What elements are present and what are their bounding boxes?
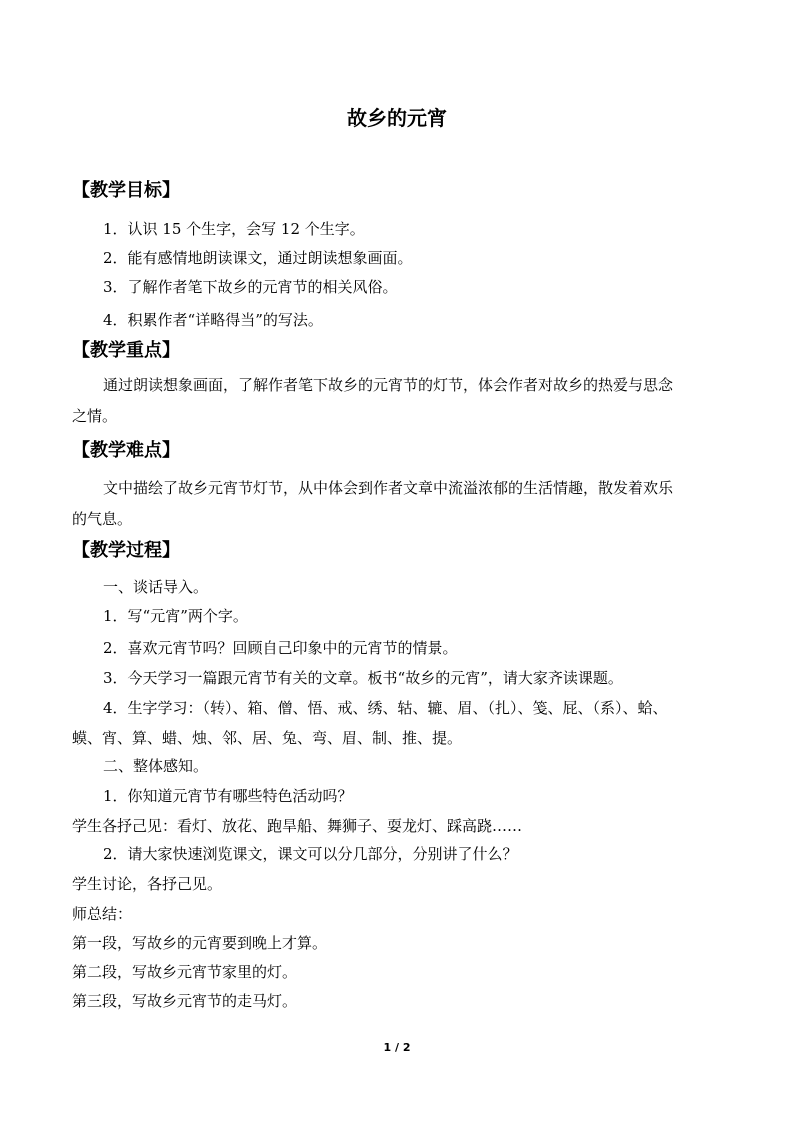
goal-item-2: 2．能有感情地朗读课文，通过朗读想象画面。 [103,249,413,267]
process-line: 一、谈话导入。 [103,578,209,596]
section-heading-difficulties: 【教学难点】 [72,440,180,461]
section-heading-process: 【教学过程】 [72,540,180,561]
process-line: 2．喜欢元宵节吗？回顾自己印象中的元宵节的情景。 [103,639,458,657]
goal-item-4: 4．积累作者“详略得当”的写法。 [103,311,323,329]
process-line: 二、整体感知。 [103,757,209,775]
section-heading-key-points: 【教学重点】 [72,340,180,361]
process-line: 1．你知道元宵节有哪些特色活动吗？ [103,787,353,805]
process-line: 师总结： [72,905,133,923]
page-title: 故乡的元宵 [347,106,447,130]
page-number: 1 / 2 [383,1041,411,1054]
process-line: 第二段，写故乡元宵节家里的灯。 [72,963,298,981]
process-line: 第三段，写故乡元宵节的走马灯。 [72,992,298,1010]
process-line: 第一段，写故乡的元宵要到晚上才算。 [72,934,328,952]
process-line: 蟆、宵、算、蜡、烛、邻、居、兔、弯、眉、制、推、提。 [72,729,463,747]
process-line: 学生讨论，各抒己见。 [72,875,223,893]
process-line: 学生各抒己见：看灯、放花、跑旱船、舞狮子、耍龙灯、踩高跷…… [72,817,523,835]
process-line: 1．写“元宵”两个字。 [103,607,248,625]
difficulties-line-1: 文中描绘了故乡元宵节灯节，从中体会到作者文章中流溢浓郁的生活情趣，散发着欢乐 [103,479,674,497]
key-points-line-2: 之情。 [72,407,118,425]
process-line: 4．生字学习：（转）、箱、僧、悟、戒、绣、轱、辘、眉、（扎）、笺、屁、（系）、蛤、 [103,699,668,717]
process-line: 2．请大家快速浏览课文，课文可以分几部分，分别讲了什么？ [103,845,518,863]
difficulties-line-2: 的气息。 [72,510,133,528]
process-line: 3．今天学习一篇跟元宵节有关的文章。板书“故乡的元宵”，请大家齐读课题。 [103,669,623,687]
goal-item-1: 1．认识 15 个生字，会写 12 个生字。 [103,220,365,238]
key-points-line-1: 通过朗读想象画面，了解作者笔下故乡的元宵节的灯节，体会作者对故乡的热爱与思念 [103,376,674,394]
goal-item-3: 3．了解作者笔下故乡的元宵节的相关风俗。 [103,278,398,296]
section-heading-goals: 【教学目标】 [72,180,180,201]
